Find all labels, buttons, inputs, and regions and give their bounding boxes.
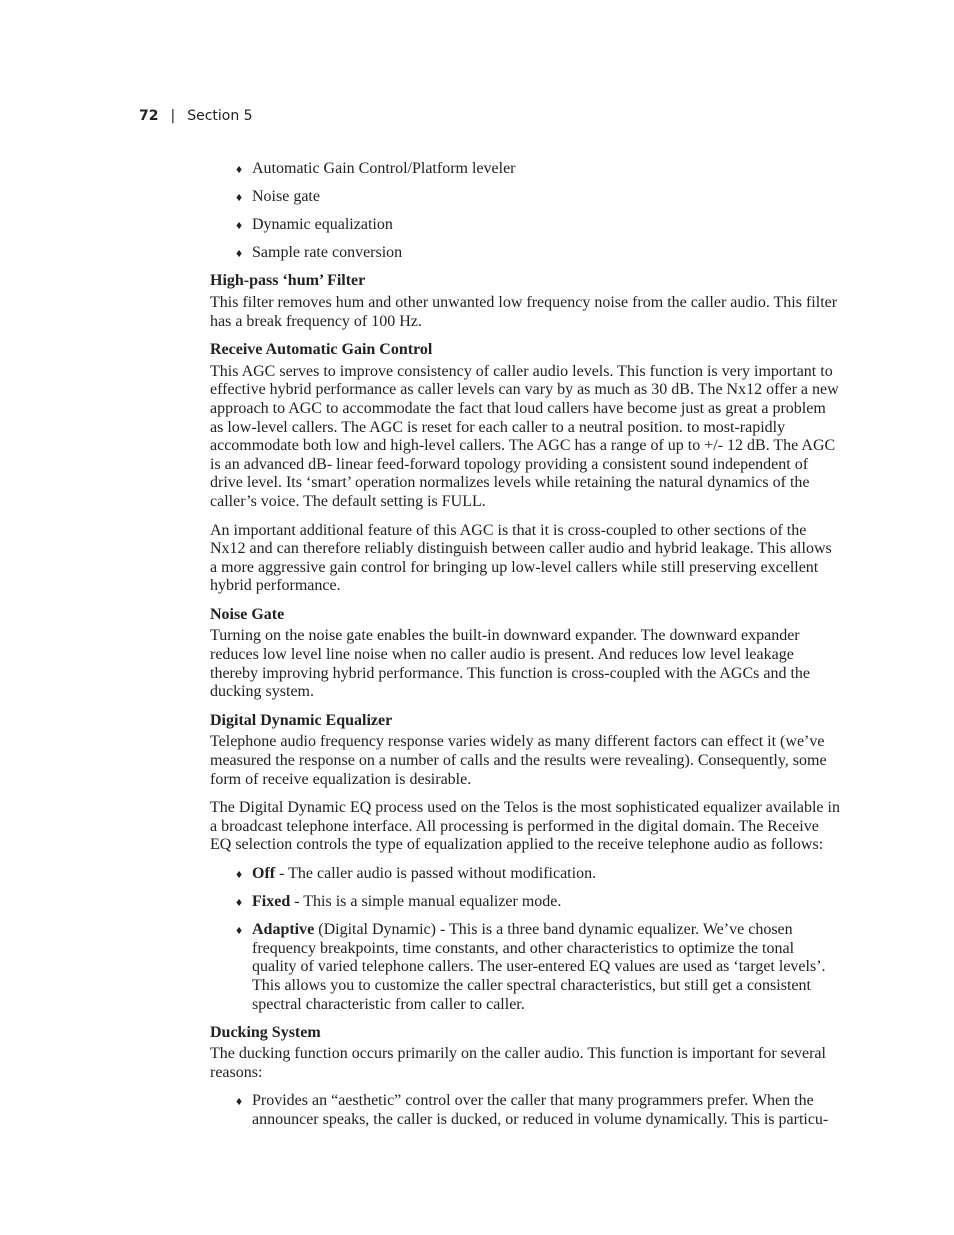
paragraph: Telephone audio frequency response varies widely as many different factors can effect it (we’ve measured the response on a number of calls and the results were revealing). Consequently, some form of receive equalization is desirable. (210, 733, 827, 788)
header-separator: | (170, 108, 176, 124)
paragraph: Turning on the noise gate enables the built-in downward expander. The downward expander reduces low level line noise when no caller audio is present. And reduces low level leakage thereby improving hybrid performance. This function is cross-coupled with the AGCs and the ducking system. (210, 627, 811, 701)
section-heading-hum-filter: High-pass ‘hum’ Filter (210, 272, 366, 290)
section-heading-ducking: Ducking System (210, 1023, 321, 1041)
paragraph: The ducking function occurs primarily on the caller audio. This function is important for several reasons: (210, 1045, 826, 1081)
ducking-reasons-list (210, 1092, 842, 1129)
list-item: ♦ Sample rate conversion (236, 244, 403, 262)
bullet-diamond-icon: ♦ (236, 190, 243, 205)
section-heading-noise-gate: Noise Gate (210, 605, 285, 623)
bullet-diamond-icon: ♦ (236, 218, 243, 233)
list-item: ♦ Provides an “aesthetic” control over the caller that many programmers prefer. When the announcer speaks, the caller is ducked, or reduced in volume dynamically. This is particu- (236, 1092, 829, 1129)
bullet-diamond-icon: ♦ (236, 1094, 243, 1109)
paragraph: An important additional feature of this AGC is that it is cross-coupled to other sections of the Nx12 and can therefore reliably distinguish between caller audio and hybrid leakage. This allows a more aggressive gain control for bringing up low-level callers while still preserving excellent hybrid performance. (210, 521, 832, 595)
body-content (210, 160, 842, 1139)
list-item: ♦ Fixed - This is a simple manual equalizer mode. (236, 893, 562, 911)
bullet-diamond-icon: ♦ (236, 867, 243, 881)
list-item: ♦ Noise gate (236, 188, 320, 206)
bullet-diamond-icon: ♦ (236, 923, 243, 938)
feature-list (210, 160, 842, 263)
list-item: ♦ Off - The caller audio is passed without modification. (236, 865, 597, 882)
paragraph: The Digital Dynamic EQ process used on the Telos is the most sophisticated equalizer available in a broadcast telephone interface. All processing is performed in the digital domain. The Receive EQ selection controls the type of equalization applied to the receive telephone audio as follows: (210, 799, 840, 854)
bullet-diamond-icon: ♦ (236, 162, 243, 176)
paragraph: This filter removes hum and other unwanted low frequency noise from the caller audio. This filter has a break frequency of 100 Hz. (210, 293, 838, 330)
page-number: 72 (139, 108, 159, 124)
page-header (139, 108, 253, 124)
section-heading-agc: Receive Automatic Gain Control (210, 341, 433, 359)
list-item: ♦ Dynamic equalization (236, 216, 393, 234)
section-heading-dynamic-equalizer: Digital Dynamic Equalizer (210, 711, 393, 729)
section-label: Section 5 (187, 108, 253, 124)
paragraph: This AGC serves to improve consistency of caller audio levels. This function is very important to effective hybrid performance as caller levels can vary by as much as 30 dB. The Nx12 offer a new approach to AGC to accommodate the fact that loud callers have become just as great a problem as low-level callers. The AGC is reset for each caller to a neutral position. to most-rapidly accommodate both low and high-level callers. The AGC has a range of up to +/- 12 dB. The AGC is an advanced dB- linear feed-forward topology providing a consistent sound independent of drive level. Its ‘smart’ operation normalizes levels while retaining the natural dynamics of the caller’s voice. The default setting is FULL. (210, 362, 839, 510)
bullet-diamond-icon: ♦ (236, 895, 243, 910)
bullet-diamond-icon: ♦ (236, 246, 243, 261)
eq-mode-list (210, 865, 842, 1014)
list-item: ♦ Automatic Gain Control/Platform leveler (236, 160, 516, 177)
list-item: ♦ Adaptive (Digital Dynamic) - This is a three band dynamic equalizer. We’ve chosen frequency breakpoints, time constants, and other characteristics to optimize the tonal quality of varied telephone callers. The user-entered EQ values are used as ‘target levels’. This allows you to customize the caller spectral characteristics, but still get a consistent spectral characteristic from caller to caller. (236, 921, 826, 1013)
